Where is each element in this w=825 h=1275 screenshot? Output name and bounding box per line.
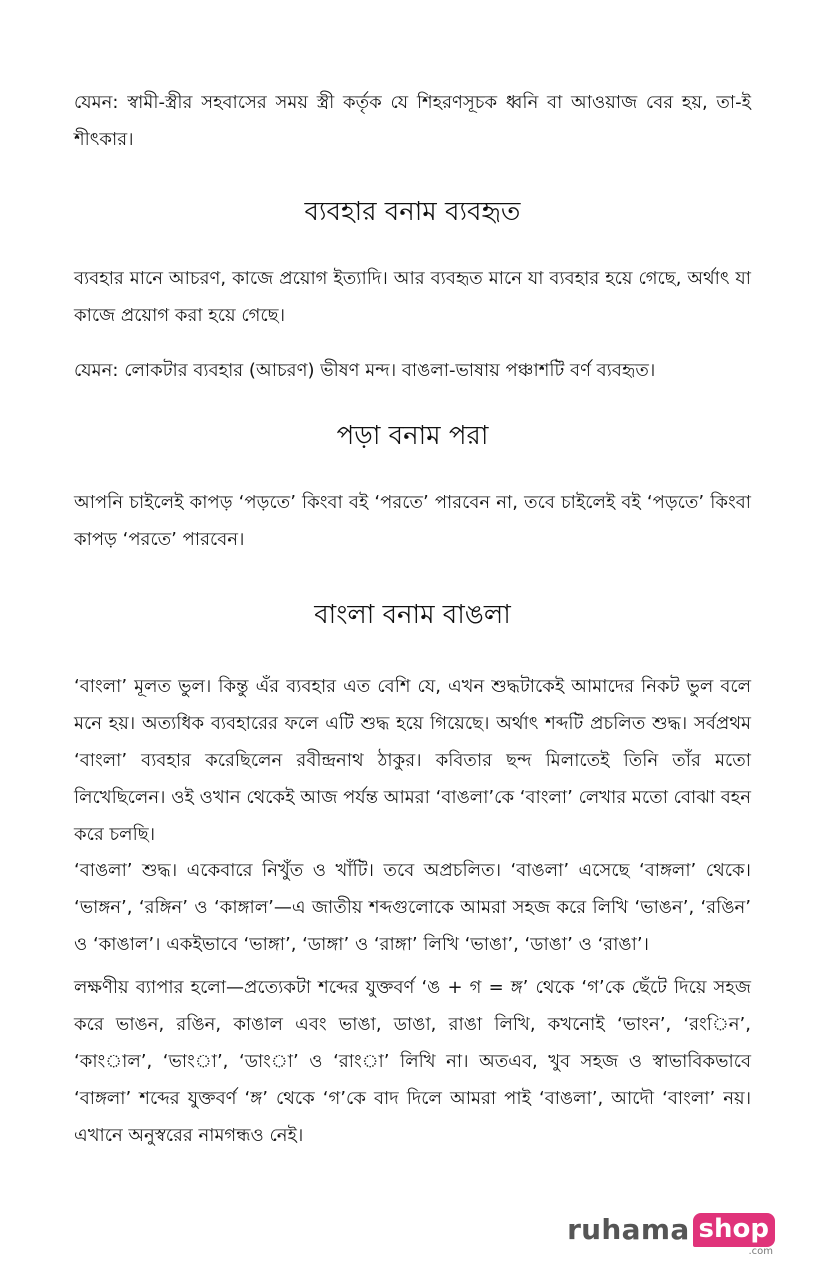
paragraph-bangla-correct: ‘বাঙলা’ শুদ্ধ। একেবারে নিখুঁত ও খাঁটি। তবে অপ্রচলিত। ‘বাঙলা’ এসেছে ‘বাঙ্গলা’ থেকে। ‘ভাঙ্গন’, ‘রঙ্গিন’ ও ‘কাঙ্গাল’—এ জাতীয় শব্দগুলোকে আমরা সহজ করে লিখি ‘ভাঙন’, ‘রঙিন’ ও ‘কাঙাল’। একইভাবে ‘ভাঙ্গা’, ‘ডাঙ্গা’ ও ‘রাঙ্গা’ লিখি ‘ভাঙা’, ‘ডাঙা’ ও ‘রাঙা’। (74, 860, 751, 955)
paragraph-juktoborno-note: লক্ষণীয় ব্যাপার হলো—প্রত্যেকটা শব্দের যুক্তবর্ণ ‘ঙ + গ = ঙ্গ’ থেকে ‘গ’কে ছেঁটে দিয়ে সহজ করে ভাঙন, রঙিন, কাঙাল এবং ভাঙা, ডাঙা, রাঙা লিখি, কখনোই ‘ভাংন’, ‘রংিন’, ‘কাংাল’, ‘ভাংা’, ‘ডাংা’ ও ‘রাংা’ লিখি না। অতএব, খুব সহজ ও স্বাভাবিকভাবে ‘বাঙ্গলা’ শব্দের যুক্তবর্ণ ‘ঙ্গ’ থেকে ‘গ’কে বাদ দিলে আমরা পাই ‘বাঙলা’, আদৌ ‘বাংলা’ নয়। এখানে অনুস্বরের নামগন্ধও নেই। (74, 977, 751, 1146)
heading-bangla-bonam-bangla: বাংলা বনাম বাঙলা (314, 600, 511, 630)
logo-brand-text: ruhama (567, 1213, 690, 1246)
paragraph-byabohar-example: যেমন: লোকটার ব্যবহার (আচরণ) ভীষণ মন্দ। বাঙলা-ভাষায় পঞ্চাশটি বর্ণ ব্যবহৃত। (74, 360, 656, 381)
paragraph-bangla-history: ‘বাংলা’ মূলত ভুল। কিন্তু এঁর ব্যবহার এত বেশি যে, এখন শুদ্ধটাকেই আমাদের নিকট ভুল বলে মনে হয়। অত্যধিক ব্যবহারের ফলে এটি শুদ্ধ হয়ে গিয়েছে। অর্থাৎ শব্দটি প্রচলিত শুদ্ধ। সর্বপ্রথম ‘বাংলা’ ব্যবহার করেছিলেন রবীন্দ্রনাথ ঠাকুর। কবিতার ছন্দ মিলাতেই তিনি তাঁর মতো লিখেছিলেন। ওই ওখান থেকেই আজ পর্যন্ত আমরা ‘বাঙলা’কে ‘বাংলা’ লেখার মতো বোঝা বহন করে চলছি। (74, 676, 751, 845)
logo-shop-badge (693, 1213, 775, 1257)
heading-pora-bonam-pora: পড়া বনাম পরা (336, 421, 489, 451)
paragraph-pora-explanation: আপনি চাইলেই কাপড় ‘পড়তে’ কিংবা বই ‘পরতে’ পারবেন না, তবে চাইলেই বই ‘পড়তে’ কিংবা কাপড় ‘পরতে’ পারবেন। (74, 492, 751, 550)
heading-byabohar-bonam-byabohrito: ব্যবহার বনাম ব্যবহৃত (304, 197, 521, 227)
logo-shop-text: shop (693, 1213, 775, 1247)
paragraph-shitkar-example: যেমন: স্বামী-স্ত্রীর সহবাসের সময় স্ত্রী কর্তৃক যে শিহরণসূচক ধ্বনি বা আওয়াজ বের হয়, তা-ই শীৎকার। (74, 92, 751, 150)
logo-domain-text: .com (748, 1246, 773, 1257)
paragraph-byabohar-meaning: ব্যবহার মানে আচরণ, কাজে প্রয়োগ ইত্যাদি। আর ব্যবহৃত মানে যা ব্যবহার হয়ে গেছে, অর্থাৎ যা কাজে প্রয়োগ করা হয়ে গেছে। (74, 268, 751, 326)
ruhamashop-logo (567, 1213, 775, 1259)
